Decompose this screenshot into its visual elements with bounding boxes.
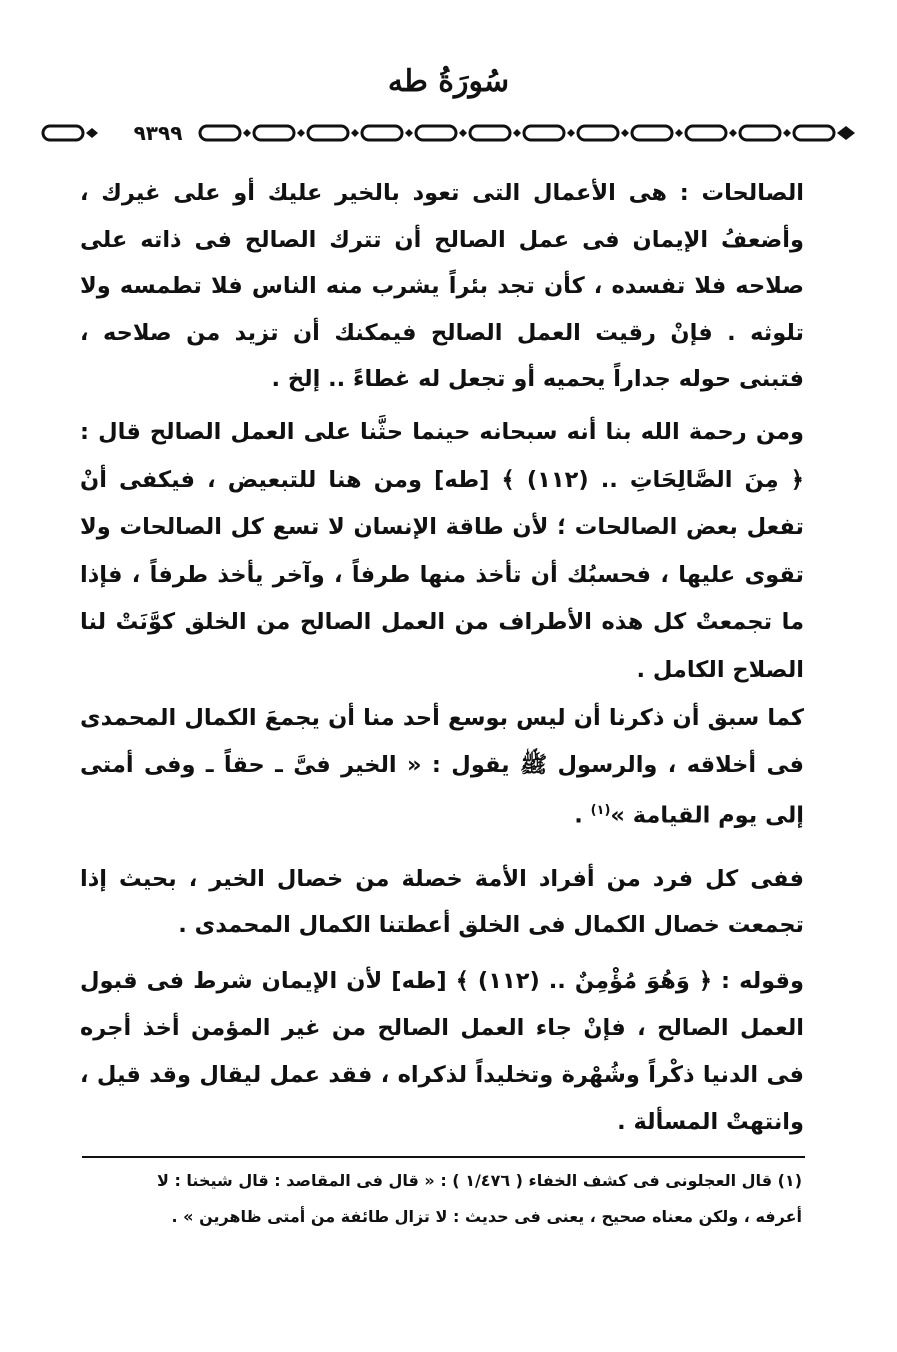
paragraph-1: الصالحات : هى الأعمال التى تعود بالخير عليك أو على غيرك ، وأضعفُ الإيمان فى عمل الصالح أن تترك الصالح فى ذاته على صلاحه فلا تفسده ، كأن تجد بئراً يشرب منه الناس فلا تطمسه ولا تلوثه . فإنْ رقيت العمل الصالح فيمكنك أن تزيد من صلاحه ، فتبنى حوله جداراً يحميه أو تجعل له غطاءً .. إلخ . <box>80 180 804 392</box>
paragraph-3-text: كما سبق أن ذكرنا أن ليس بوسع أحد منا أن يجمعَ الكمال المحمدى فى أخلاقه ، والرسول ﷺ يقول : « الخير فىَّ ـ حقاً ـ وفى أمتى إلى يوم القيامة » <box>80 705 804 829</box>
page-number: ٩٣٩٩ <box>118 120 198 146</box>
footnote-separator <box>82 1156 805 1158</box>
paragraph-4: ففى كل فرد من أفراد الأمة خصلة من خصال الخير ، بحيث إذا تجمعت خصال الكمال فى الخلق أعطتنا الكمال المحمدى . <box>80 866 804 938</box>
paragraph-3 <box>80 695 804 839</box>
surah-title: سُورَةُ طه <box>387 64 510 99</box>
paragraph-3-end: . <box>574 802 591 829</box>
footnote-marker: (١) <box>590 803 611 818</box>
footnote-line-2: أعرفه ، ولكن معناه صحيح ، يعنى فى حديث : لا تزال طائفة من أمتى ظاهرين » . <box>171 1207 802 1226</box>
paragraph-2: ومن رحمة الله بنا أنه سبحانه حينما حثَّنا على العمل الصالح قال : ﴿ مِنَ الصَّالِحَاتِ .. (١١٢) ﴾ [طه] ومن هنا للتبعيض ، فيكفى أنْ تفعل بعض الصالحات ؛ لأن طاقة الإنسان لا تسع كل الصالحات ولا تقوى عليها ، فحسبُك أن تأخذ منها طرفاً ، وآخر يأخذ طرفاً ، فإذا ما تجمعتْ كل هذه الأطراف من العمل الصالح من الخلق كوَّنَتْ لنا الصلاح الكامل . <box>80 419 804 683</box>
footnote-line-1: (١) قال العجلونى فى كشف الخفاء ( ١/٤٧٦ ) : « قال فى المقاصد : قال شيخنا : لا <box>156 1171 802 1190</box>
paragraph-5: وقوله : ﴿ وَهُوَ مُؤْمِنٌ .. (١١٢) ﴾ [طه] لأن الإيمان شرط فى قبول العمل الصالح ، فإنْ جاء العمل الصالح من غير المؤمن أخذ أجره فى الدنيا ذكْراً وشُهْرة وتخليداً لذكراه ، فقد عمل ليقال وقد قيل ، وانتهتْ المسألة . <box>80 968 804 1135</box>
footnote <box>84 1163 802 1235</box>
